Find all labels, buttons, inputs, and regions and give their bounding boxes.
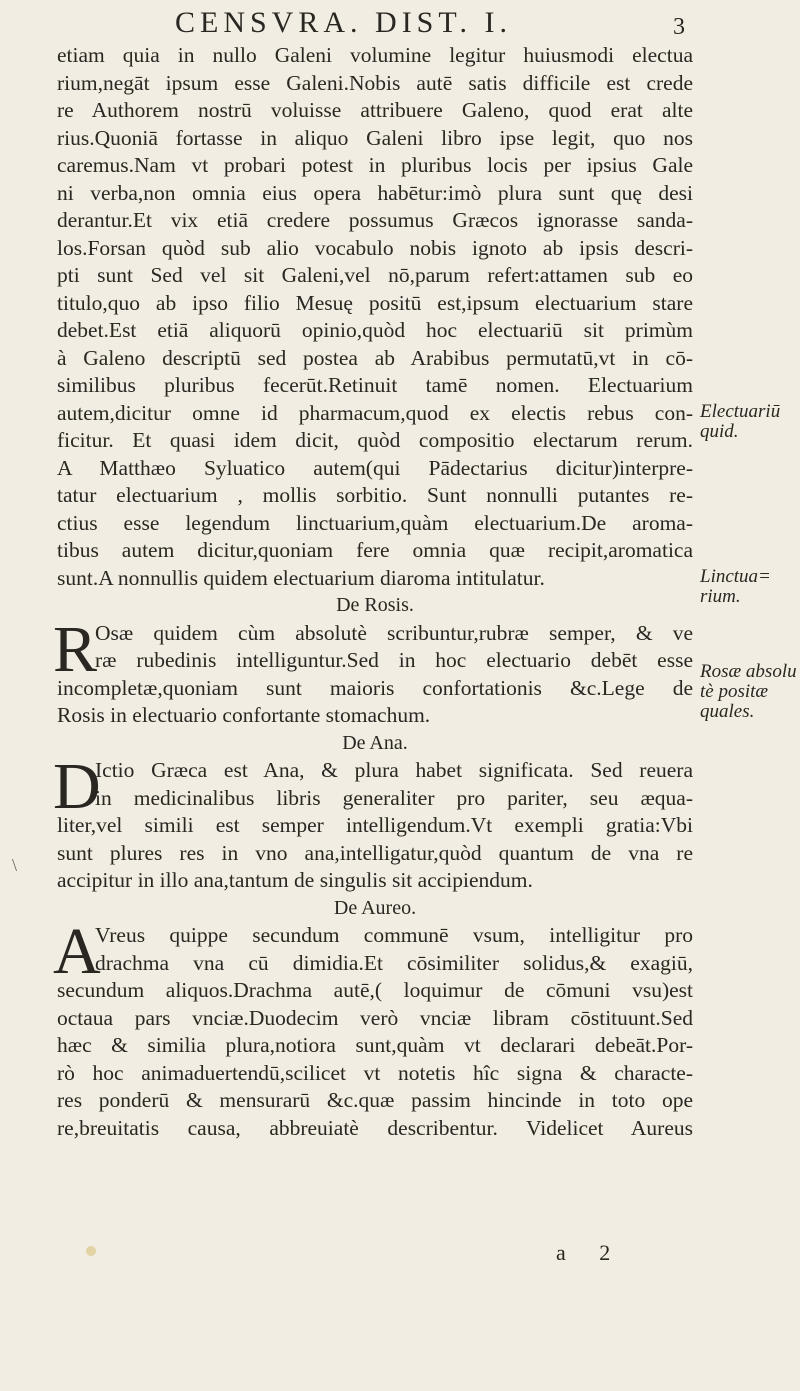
text-line: ni verba,non omnia eius opera habētur:imò plura sunt quę desi	[57, 180, 693, 205]
text-line: octaua pars vnciæ.Duodecim verò vnciæ libram cōstituunt.Sed	[57, 1005, 693, 1030]
margin-note-line: quales.	[700, 701, 755, 722]
text-line: ræ rubedinis intelliguntur.Sed in hoc electuario debēt esse	[95, 648, 693, 672]
margin-note-line: rium.	[700, 586, 741, 607]
text-line: ctius esse legendum linctuarium,quàm electuarium.De aroma-	[57, 510, 693, 535]
text-line: sunt.A nonnullis quidem electuarium diaroma intitulatur.	[57, 565, 545, 590]
main-text-block	[53, 42, 693, 1142]
section-heading-rosis: De Rosis.	[336, 594, 414, 616]
text-line: à Galeno descriptū sed postea ab Arabibus permutatū,vt in cō-	[57, 345, 693, 370]
header-title: CENSVRA. DIST. I.	[175, 6, 512, 39]
margin-note-electuarium	[700, 402, 798, 442]
text-line: pti sunt Sed vel sit Galeni,vel nō,parum refert:attamen sub eo	[57, 263, 693, 287]
drop-capital: R	[53, 612, 98, 686]
text-line: etiam quia in nullo Galeni volumine legitur huiusmodi electua	[57, 43, 693, 67]
text-line: liter,vel simili est semper intelligendum.Vt exempli gratia:Vbi	[57, 813, 693, 837]
text-line: titulo,quo ab ipso filio Mesuę positū est,ipsum electuarium stare	[57, 290, 693, 315]
signature-mark: a 2	[556, 1240, 625, 1265]
text-line: Vreus quippe secundum communē vsum, intelligitur pro	[95, 923, 693, 947]
text-line: rius.Quoniā fortasse in aliquo Galeni libro ipse legit, quo nos	[57, 125, 693, 150]
text-line: tibus autem dicitur,quoniam fere omnia quæ recipit,aromatica	[57, 538, 693, 562]
text-line: hæc & similia plura,notiora sunt,quàm vt declarari debeāt.Por-	[57, 1033, 693, 1057]
text-line: A Matthæo Syluatico autem(qui Pādectarius dicitur)interpre-	[57, 455, 693, 480]
text-line: caremus.Nam vt probari potest in pluribus locis per ipsius Gale	[57, 153, 693, 177]
text-line: Rosis in electuario confortante stomachum.	[57, 703, 431, 727]
text-line: incompletæ,quoniam sunt maioris confortationis &c.Lege de	[57, 675, 693, 700]
text-line: autem,dicitur omne id pharmacum,quod ex electis rebus con-	[57, 400, 693, 425]
page-footer	[0, 1240, 800, 1270]
text-line: los.Forsan quòd sub alio vocabulo nobis ignoto ab ipsis descri-	[57, 235, 693, 260]
margin-note-line: Electuariū	[700, 401, 781, 422]
section-rosis	[53, 612, 693, 730]
text-line: ficitur. Et quasi idem dicit, quòd compositio electarum rerum.	[57, 428, 693, 452]
ornament-dot-icon	[86, 1246, 96, 1256]
text-line: drachma vna cū dimidia.Et cōsimiliter solidus,& exagiū,	[95, 950, 693, 975]
margin-note-linctuarium	[700, 567, 798, 607]
text-line: secundum aliquos.Drachma autē,( loquimur de cōmuni vsu)est	[57, 978, 693, 1002]
section-heading-aureo: De Aureo.	[333, 896, 417, 919]
drop-capital: D	[53, 750, 101, 823]
text-line: similibus pluribus fecerūt.Retinuit tamē nomen. Electuarium	[57, 373, 693, 397]
text-line: rium,negāt ipsum esse Galeni.Nobis autē satis difficile est crede	[57, 70, 693, 95]
text-line: debet.Est etiā aliquorū opinio,quòd hoc electuariū sit primùm	[57, 318, 693, 342]
margin-note-rosae	[700, 662, 798, 722]
page-number: 3	[673, 14, 685, 40]
margin-note-line: tè positæ	[700, 681, 769, 702]
text-line: re Authorem nostrū voluisse attribuere Galeno, quod erat alte	[57, 98, 693, 122]
drop-capital: A	[53, 915, 101, 988]
margin-note-line: quid.	[700, 421, 739, 442]
ink-mark: \	[12, 855, 18, 875]
section-ana	[53, 750, 693, 895]
text-line: sunt plures res in vno ana,intelligatur,quòd quantum de vna re	[57, 840, 693, 865]
section-aureo	[53, 915, 693, 1142]
text-line: Ictio Græca est Ana, & plura habet significata. Sed reuera	[95, 758, 693, 782]
text-line: tatur electuarium , mollis sorbitio. Sunt nonnulli putantes re-	[57, 483, 693, 507]
text-line: accipitur in illo ana,tantum de singulis sit accipiendum.	[57, 868, 533, 892]
margin-note-line: Rosæ absolu	[700, 661, 797, 682]
section-heading-ana: De Ana.	[342, 731, 408, 754]
running-header	[175, 6, 685, 42]
margin-note-line: Linctua=	[700, 566, 771, 587]
text-line: re,breuitatis causa, abbreuiatè describentur. Videlicet Aureus	[57, 1115, 693, 1140]
text-line: Osæ quidem cùm absolutè scribuntur,rubræ semper, & ve	[95, 620, 693, 645]
text-line: in medicinalibus libris generaliter pro pariter, seu æqua-	[95, 785, 693, 810]
text-line: derantur.Et vix etiā credere possumus Græcos ignorasse sanda-	[57, 208, 693, 232]
text-line: res ponderū & mensurarū &c.quæ passim hincinde in toto ope	[57, 1088, 693, 1112]
text-line: rò hoc animaduertendū,scilicet vt notetis hîc signa & characte-	[57, 1060, 693, 1085]
